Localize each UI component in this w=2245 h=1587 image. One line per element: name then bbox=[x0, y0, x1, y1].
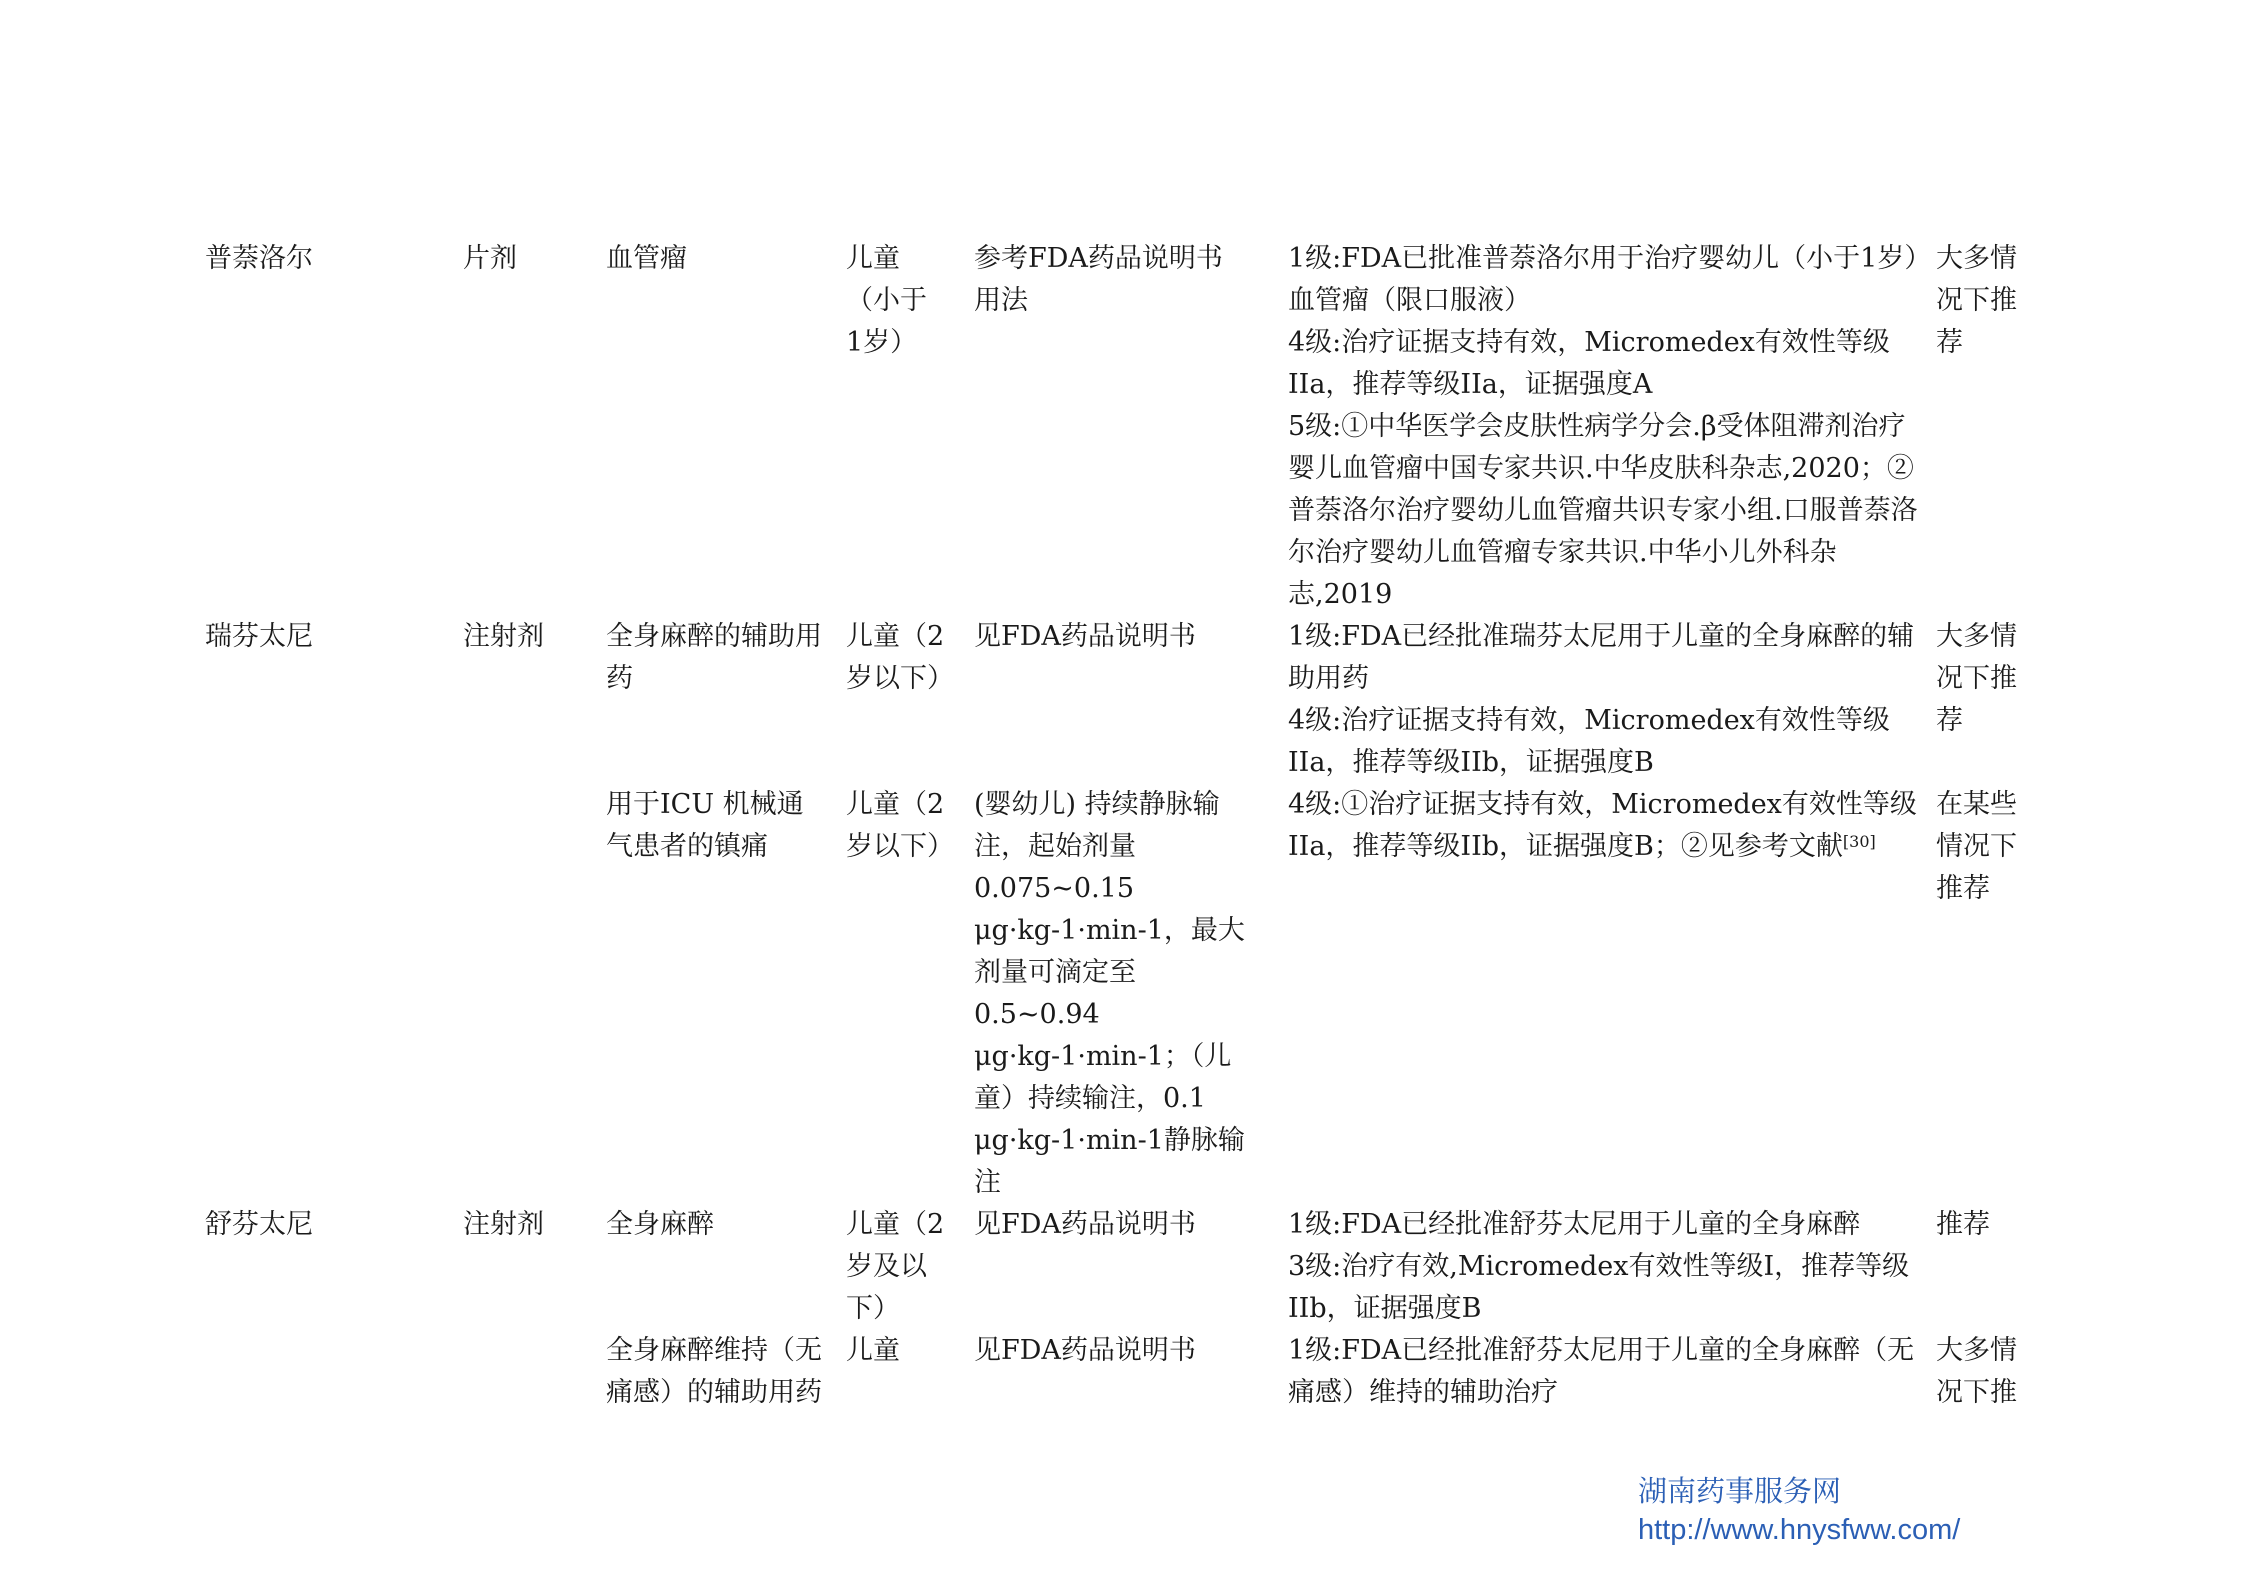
population: 儿童 （小于 1岁） bbox=[846, 243, 927, 358]
drug-name: 普萘洛尔 bbox=[205, 243, 313, 274]
evidence: 1级:FDA已经批准舒芬太尼用于儿童的全身麻醉 3级:治疗有效,Micromedex有效性等级I，推荐等级IIb，证据强度B bbox=[1288, 1209, 1910, 1324]
footer-url: http://www.hnysfww.com/ bbox=[1638, 1514, 1961, 1546]
reference-marker: [30] bbox=[1842, 832, 1876, 851]
recommendation: 大多情况下推 bbox=[1936, 1335, 2017, 1408]
dosage: 见FDA药品说明书 bbox=[974, 1335, 1196, 1366]
dosage-form: 片剂 bbox=[463, 243, 517, 274]
table-row bbox=[195, 1330, 2041, 1414]
evidence bbox=[1278, 784, 1926, 1204]
table-row bbox=[195, 1204, 2041, 1330]
indication: 全身麻醉的辅助用药 bbox=[606, 621, 822, 694]
table-row bbox=[195, 238, 2041, 616]
evidence: 1级:FDA已经批准瑞芬太尼用于儿童的全身麻醉的辅助用药 4级:治疗证据支持有效，Micromedex有效性等级IIa，推荐等级IIb，证据强度B bbox=[1288, 621, 1915, 778]
dosage-form: 注射剂 bbox=[463, 621, 544, 652]
population: 儿童（2岁以下） bbox=[846, 621, 954, 694]
dosage-form: 注射剂 bbox=[463, 1209, 544, 1240]
population: 儿童（2岁及以下） bbox=[846, 1209, 945, 1324]
footer-watermark bbox=[1638, 1473, 1960, 1549]
drug-name: 舒芬太尼 bbox=[205, 1209, 313, 1240]
evidence: 1级:FDA已经批准舒芬太尼用于儿童的全身麻醉（无痛感）维持的辅助治疗 bbox=[1288, 1335, 1915, 1408]
indication: 全身麻醉 bbox=[606, 1209, 714, 1240]
dosage-form bbox=[453, 1330, 596, 1414]
recommendation: 推荐 bbox=[1936, 1209, 1990, 1240]
footer-site-name: 湖南药事服务网 bbox=[1638, 1476, 1842, 1508]
dosage: 见FDA药品说明书 bbox=[974, 621, 1196, 652]
dosage: 见FDA药品说明书 bbox=[974, 1209, 1196, 1240]
recommendation: 大多情况下推荐 bbox=[1936, 243, 2017, 358]
table-row bbox=[195, 784, 2041, 1204]
dosage: 参考FDA药品说明书 用法 bbox=[974, 243, 1223, 316]
indication: 血管瘤 bbox=[606, 243, 687, 274]
recommendation: 大多情况下推荐 bbox=[1936, 621, 2017, 736]
indication: 全身麻醉维持（无痛感）的辅助用药 bbox=[606, 1335, 822, 1408]
drug-name bbox=[195, 784, 453, 1204]
population: 儿童 bbox=[846, 1335, 900, 1366]
dosage: (婴幼儿) 持续静脉输注，起始剂量0.075~0.15 μg·kg-1·min-1，最大剂量可滴定至 0.5~0.94 μg·kg-1·min-1；（儿童）持续输注，0.1 μg·kg-1·min-1静脉输注 bbox=[974, 789, 1245, 1198]
drug-table bbox=[195, 238, 2041, 1414]
drug-name: 瑞芬太尼 bbox=[205, 621, 313, 652]
indication: 用于ICU 机械通气患者的镇痛 bbox=[606, 789, 804, 862]
drug-name bbox=[195, 1330, 453, 1414]
table-row bbox=[195, 616, 2041, 784]
recommendation: 在某些情况下推荐 bbox=[1936, 789, 2017, 904]
population: 儿童（2岁以下） bbox=[846, 789, 954, 862]
evidence-text: 4级:①治疗证据支持有效，Micromedex有效性等级IIa，推荐等级IIb，证据强度B；②见参考文献 bbox=[1288, 789, 1917, 862]
evidence: 1级:FDA已批准普萘洛尔用于治疗婴幼儿（小于1岁）血管瘤（限口服液） 4级:治疗证据支持有效，Micromedex有效性等级IIa，推荐等级IIa，证据强度A 5级:①中华医学会皮肤性病学分会.β受体阻滞剂治疗婴儿血管瘤中国专家共识.中华皮肤科杂志,2020；②普萘洛尔治疗婴幼儿血管瘤共识专家小组.口服普萘洛尔治疗婴幼儿血管瘤专家共识.中华小儿外科杂志,2019 bbox=[1288, 243, 1918, 610]
dosage-form bbox=[453, 784, 596, 1204]
